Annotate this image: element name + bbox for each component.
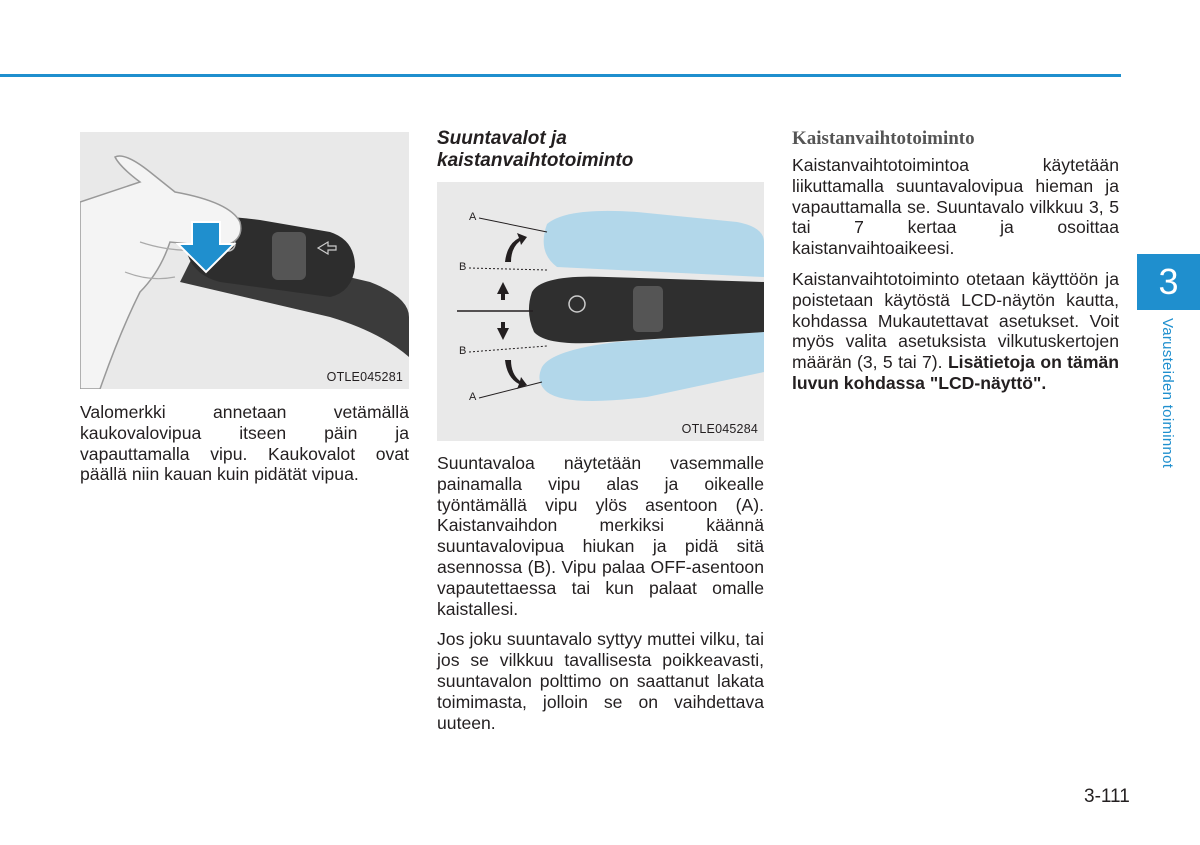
figure-code: OTLE045284 (681, 422, 758, 436)
subsection-heading-lane-change: Kaistanvaihtotoiminto (792, 128, 975, 149)
paragraph-high-beam: Valomerkki annetaan vetämällä kaukovalovipua itseen päin ja vapauttamalla vipu. Kaukovalot ovat päällä niin kauan kuin pidätät vipua. (80, 402, 409, 485)
chapter-tab (1137, 254, 1200, 310)
paragraph-lane-change: Kaistanvaihtotoimintoa käytetään liikuttamalla suuntavalovipua hieman ja vapauttamalla se. Suuntavalo vilkkuu 3, 5 tai 7 kertaa ja osoittaa kaistanvaihtoaikeesi. (792, 155, 1119, 259)
header-rule (0, 74, 1121, 77)
arrow-up-icon (497, 282, 509, 300)
arrow-curved-up-icon (505, 233, 527, 262)
figure-turn-signal-lever (437, 182, 764, 441)
figure-high-beam-flash (80, 132, 409, 389)
page-number: 3-111 (1084, 786, 1130, 807)
paragraph-turn-signals: Suuntavaloa näytetään vasemmalle painamalla vipu alas ja oikealle työntämällä vipu ylös asentoon (A). Kaistanvaihdon merkiksi käännä suuntavalovipua hiukan ja pidä sitä asennossa (B). Vipu palaa OFF-asentoon vapautettaessa tai kun palaat omalle kaistallesi. (437, 453, 764, 619)
paragraph-lane-change-settings-text: Kaistanvaihtotoiminto otetaan käyttöön ja poistetaan käytöstä LCD-näytön kautta, kohdassa Mukautettavat asetukset. Voit myös valita asetuksista vilkutuskertojen määrän (3, 5 tai 7). (792, 268, 1119, 373)
section-heading-turn-signals: Suuntavalot ja kaistanvaihtotoiminto (437, 128, 634, 171)
paragraph-lane-change-settings (792, 269, 1119, 394)
figure-code: OTLE045281 (326, 370, 403, 384)
turn-signal-illustration (437, 182, 764, 441)
column-3 (792, 128, 1119, 394)
label-a-top: A (469, 211, 477, 223)
lever-hand-illustration (80, 132, 409, 389)
arrow-down-icon (497, 322, 509, 340)
chapter-number: 3 (1158, 261, 1179, 302)
label-b-bottom: B (459, 345, 467, 357)
arrow-curved-down-icon (505, 360, 527, 389)
label-b-top: B (459, 261, 467, 273)
label-a-bottom: A (469, 391, 477, 403)
chapter-title: Varusteiden toiminnot (1159, 318, 1176, 469)
lcd-reference: Lisätietoja on tämän luvun kohdassa "LCD-näyttö". (792, 352, 1120, 393)
column-1 (80, 128, 409, 485)
paragraph-bulb-failure: Jos joku suuntavalo syttyy muttei vilku, tai jos se vilkkuu tavallisesta poikkeavasti, suuntavalon polttimo on saattanut lakata toimimasta, jolloin se on vaihdettava uuteen. (437, 629, 764, 733)
column-2 (437, 128, 764, 733)
